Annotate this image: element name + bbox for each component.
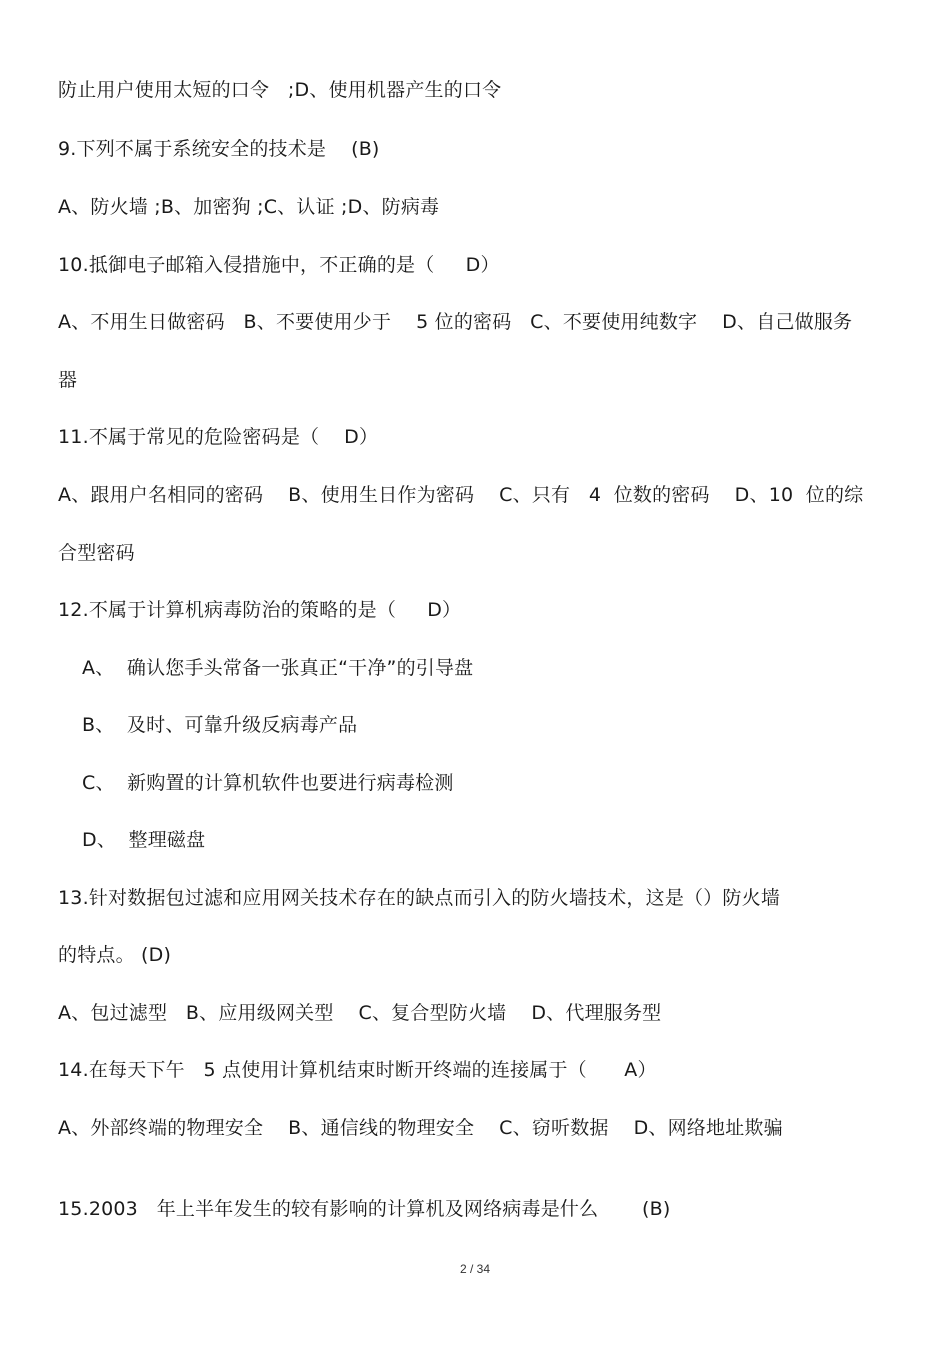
question-14-options: A、外部终端的物理安全 B、通信线的物理安全 C、窃听数据 D、网络地址欺骗 [58,1117,783,1139]
page-number: 2 / 34 [459,1262,491,1276]
question-13: 13.针对数据包过滤和应用网关技术存在的缺点而引入的防火墙技术，这是（）防火墙 [58,887,781,909]
question-12-option-c: C、 新购置的计算机软件也要进行病毒检测 [82,772,454,794]
question-10-options: A、不用生日做密码 B、不要使用少于 5 位的密码 C、不要使用纯数字 D、自己做服务 [58,311,853,333]
question-11: 11.不属于常见的危险密码是（ D） [58,426,379,448]
question-12-option-a: A、 确认您手头常备一张真正“干净”的引导盘 [82,657,474,679]
question-11-options: A、跟用户名相同的密码 B、使用生日作为密码 C、只有 4 位数的密码 D、10 位的综 [58,484,864,506]
question-13-options: A、包过滤型 B、应用级网关型 C、复合型防火墙 D、代理服务型 [58,1002,662,1024]
question-10: 10.抵御电子邮箱入侵措施中，不正确的是（ D） [58,254,500,276]
question-15: 15.2003 年上半年发生的较有影响的计算机及网络病毒是什么 (B) [58,1198,671,1220]
question-14: 14.在每天下午 5 点使用计算机结束时断开终端的连接属于（ A） [58,1059,657,1081]
text-line-1: 防止用户使用太短的口令 ;D、使用机器产生的口令 [58,79,502,101]
question-10-options-cont: 器 [58,369,78,391]
question-11-options-cont: 合型密码 [58,542,135,564]
question-9-options: A、防火墙 ;B、加密狗 ;C、认证 ;D、防病毒 [58,196,440,218]
question-12-option-b: B、 及时、可靠升级反病毒产品 [82,714,358,736]
question-9: 9.下列不属于系统安全的技术是 (B) [58,138,380,160]
question-12: 12.不属于计算机病毒防治的策略的是（ D） [58,599,462,621]
question-13-cont: 的特点。 (D) [58,944,172,966]
question-12-option-d: D、 整理磁盘 [82,829,206,851]
